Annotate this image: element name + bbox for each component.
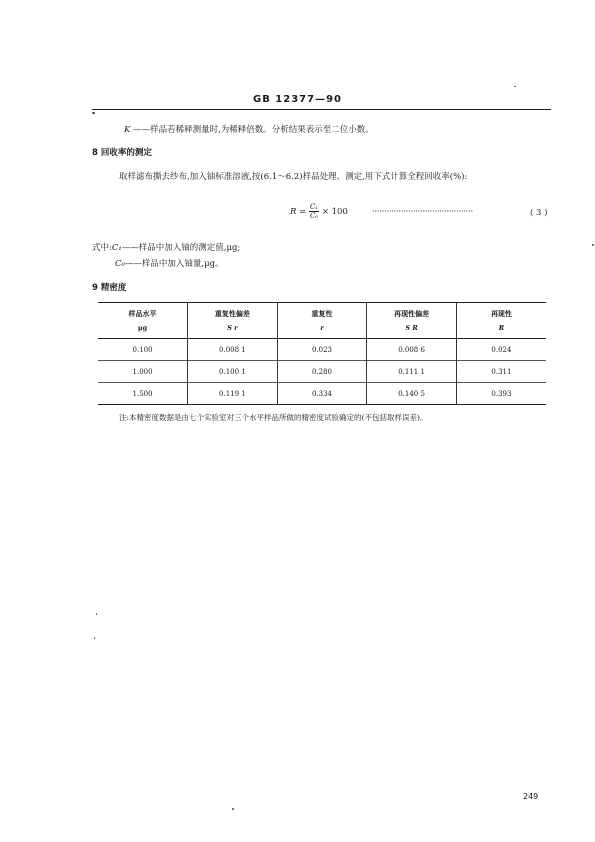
scan-speck bbox=[232, 808, 234, 810]
scan-speck bbox=[92, 112, 95, 114]
k-text: ——样品若稀释测量时,为稀释倍数。分析结果表示至二位小数。 bbox=[133, 125, 374, 135]
table-cell: 0.100 1 bbox=[188, 361, 278, 383]
table-row bbox=[98, 383, 546, 405]
scan-speck bbox=[514, 86, 516, 87]
formula-numerator: C₁ bbox=[309, 203, 319, 211]
precision-table bbox=[98, 302, 546, 405]
table-cell: 0.334 bbox=[277, 383, 367, 405]
section-9-heading: 9 精密度 bbox=[92, 283, 127, 293]
def-2-text: ——样品中加入铀量,μg。 bbox=[124, 259, 224, 269]
table-cell: 0.311 bbox=[456, 361, 546, 383]
where-def-1 bbox=[92, 241, 240, 253]
table-header-cell: 重复性 r bbox=[277, 303, 367, 339]
scan-speck bbox=[96, 613, 97, 615]
precision-note: 注:本精密度数据是由七个实验室对三个水平样品所做的精密度试验确定的(不包括取样误差)。 bbox=[119, 413, 428, 422]
table-header-row bbox=[98, 303, 546, 339]
table-row bbox=[98, 361, 546, 383]
table-cell: 1.500 bbox=[98, 383, 188, 405]
recovery-formula bbox=[290, 203, 348, 220]
table-cell: 0.393 bbox=[456, 383, 546, 405]
formula-rhs: × 100 bbox=[321, 207, 348, 217]
table-cell: 0.024 bbox=[456, 339, 546, 361]
formula-fraction bbox=[309, 203, 319, 220]
table-row bbox=[98, 339, 546, 361]
standard-code: GB 12377—90 bbox=[252, 94, 343, 105]
k-definition bbox=[124, 123, 374, 135]
where-def-2 bbox=[115, 257, 224, 269]
table-header-cell: 再现性 R bbox=[456, 303, 546, 339]
table-cell: 0.023 bbox=[277, 339, 367, 361]
table-cell: 0.280 bbox=[277, 361, 367, 383]
table-header-cell: 样品水平 μg bbox=[98, 303, 188, 339]
table-cell: 1.000 bbox=[98, 361, 188, 383]
section-8-paragraph: 取样滤布撕去纱布,加入铀标准溶液,按(6.1～6.2)样品处理、测定,用下式计算全程回收率(%): bbox=[119, 172, 468, 182]
table-cell: 0.100 bbox=[98, 339, 188, 361]
def-1-text: ——样品中加入铀的测定值,μg; bbox=[121, 243, 241, 253]
scan-speck bbox=[592, 244, 594, 246]
page-number: 249 bbox=[523, 792, 539, 801]
table-cell: 0.111 1 bbox=[367, 361, 457, 383]
k-symbol: K bbox=[124, 125, 131, 135]
formula-leader: ·········································· bbox=[372, 207, 473, 217]
table-header-cell: 再现性偏差 S R bbox=[367, 303, 457, 339]
table-cell: 0.119 1 bbox=[188, 383, 278, 405]
def-1-symbol: C₁ bbox=[111, 243, 122, 253]
table-cell: 0.008 1 bbox=[188, 339, 278, 361]
def-2-symbol: C₀ bbox=[115, 259, 125, 269]
scan-speck bbox=[94, 637, 95, 639]
section-8-heading: 8 回收率的测定 bbox=[92, 148, 152, 158]
formula-denominator: C₀ bbox=[309, 212, 319, 220]
table-cell: 0.008 6 bbox=[367, 339, 457, 361]
table-cell: 0.140 5 bbox=[367, 383, 457, 405]
table-header-cell: 重复性偏差 S r bbox=[188, 303, 278, 339]
formula-lhs: R = bbox=[290, 207, 309, 217]
where-prefix: 式中: bbox=[92, 243, 112, 253]
formula-number: ( 3 ) bbox=[530, 208, 548, 218]
header-rule bbox=[92, 109, 551, 110]
